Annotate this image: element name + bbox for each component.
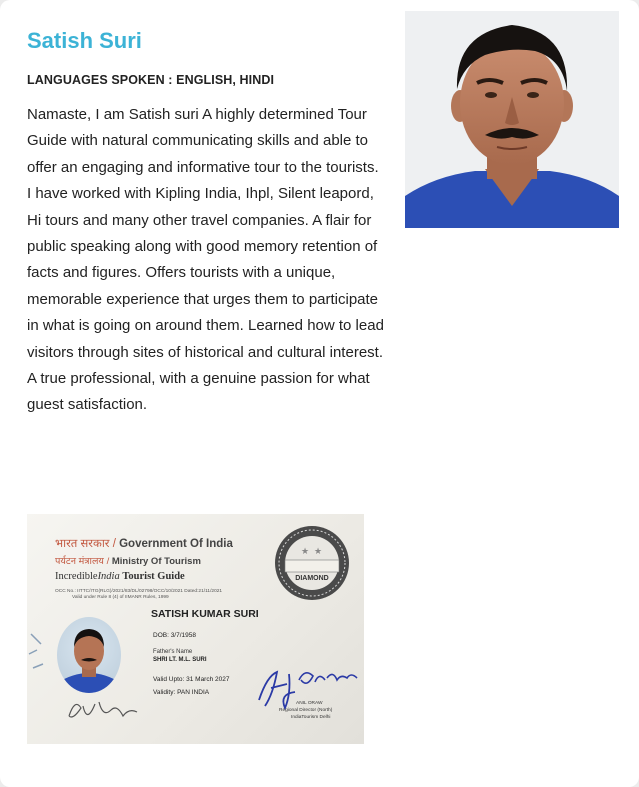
id-incredible-india-logo <box>55 571 185 582</box>
card-scratch-mark <box>27 624 47 684</box>
id-gov-english: Government Of India <box>119 538 233 550</box>
svg-text:★: ★ <box>301 546 310 556</box>
guide-photo <box>405 11 619 228</box>
id-ministry-hindi: पर्यटन मंत्रालय / <box>55 556 110 567</box>
id-signatory-org: IndiaTourism Delhi <box>291 715 331 720</box>
holder-signature-icon <box>65 694 145 726</box>
id-signatory-designation: Regional Director (North) <box>279 708 333 713</box>
guide-bio: Namaste, I am Satish suri A highly determined Tour Guide with natural communicating skills and able to offer an engaging and informative tour to the tourists. I have worked with Kipling India, Ihpl, Silent leapord, Hi tours and many other travel companies. A flair for public speaking along with good memory retention of facts and figures. Offers tourists with a unique, memorable experience that urges them to participate in what is going on around them. Learned how to lead visitors through sites of historical and cultural interest. A true professional, with a genuine passion for what guest satisfaction. <box>27 106 384 414</box>
id-reference-rule: Valid under Rule 8 (4) of IIMANR Rules, 1999 <box>72 595 169 600</box>
id-government-line <box>55 536 233 551</box>
diamond-seal-icon <box>273 524 351 602</box>
svg-text:★: ★ <box>314 546 323 556</box>
languages-spoken: LANGUAGES SPOKEN : ENGLISH, HINDI <box>27 73 275 87</box>
id-ministry-english: Ministry Of Tourism <box>111 556 201 567</box>
id-validity: Validity: PAN INDIA <box>153 689 210 696</box>
id-full-name: SATISH KUMAR SURI <box>151 608 259 620</box>
id-portrait-image <box>57 617 121 693</box>
id-gov-hindi: भारत सरकार / <box>55 538 116 550</box>
id-father-name: SHRI LT. M.L. SURI <box>153 657 207 663</box>
seal-label: DIAMOND <box>295 575 329 582</box>
guide-name: Satish Suri <box>27 28 142 53</box>
id-father-label: Father's Name <box>153 649 193 655</box>
id-reference-number: OCC No.: IITTC/ITG(RLG)/2021/83/DL/02798/OCC/10/2021 Dated:21/11/2021 <box>55 589 223 594</box>
id-guide-photo <box>57 617 121 693</box>
id-brand-prefix: Incredible <box>55 571 98 582</box>
id-brand-india: India <box>97 571 120 582</box>
id-ministry-line <box>55 554 201 567</box>
id-signatory-name: ANIL ORAW <box>296 701 323 706</box>
tourist-guide-id-card <box>27 514 364 744</box>
guide-portrait-image <box>405 11 619 228</box>
id-valid-upto: Valid Upto: 31 March 2027 <box>153 676 230 683</box>
id-dob: DOB: 3/7/1958 <box>153 632 196 639</box>
id-brand-suffix: Tourist Guide <box>122 571 185 582</box>
